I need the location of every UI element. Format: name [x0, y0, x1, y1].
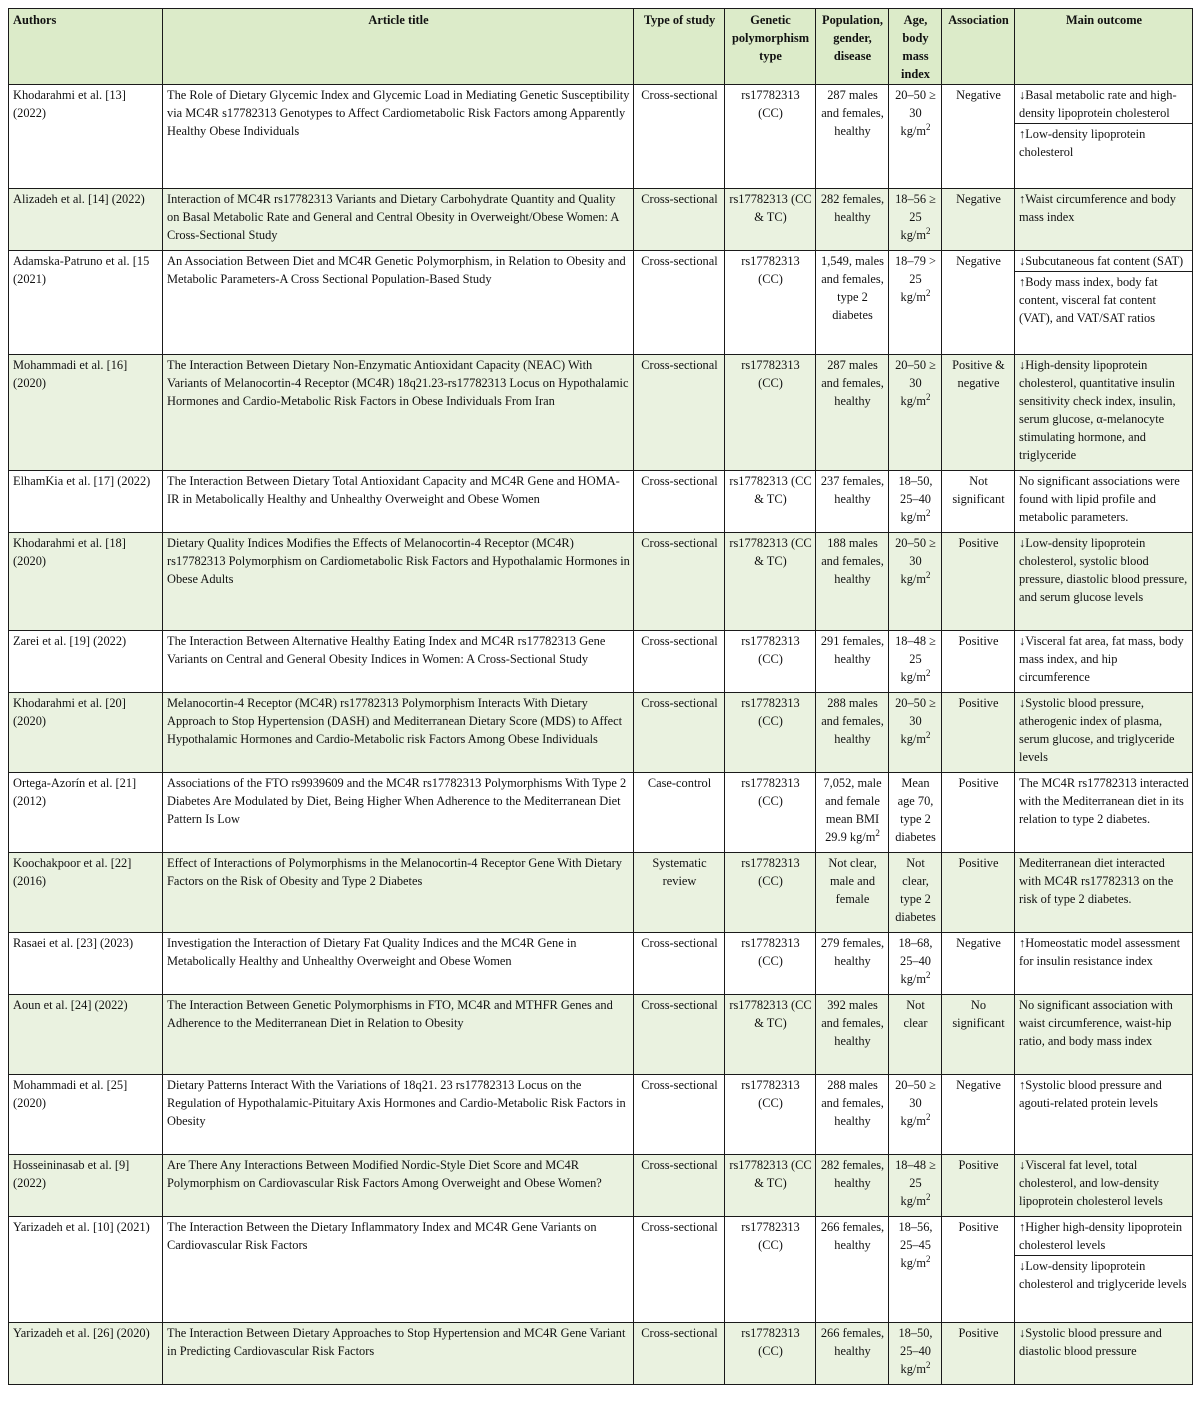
cell-population: 188 males and females, healthy: [816, 533, 889, 631]
cell-association: Negative: [942, 933, 1015, 995]
cell-association: Positive: [942, 1323, 1015, 1385]
cell-title: The Interaction Between Dietary Non-Enzymatic Antioxidant Capacity (NEAC) With Variants of Melanocortin-4 Receptor (MC4R) 18q21.23-rs17782313 Locus on Hypothalamic Hormones and Cardio-Metabolic Risk Factors in Obese Individuals From Iran: [163, 355, 634, 471]
outcome-item: ↑Waist circumference and body mass index: [1019, 192, 1176, 224]
header-outcome: Main outcome: [1015, 9, 1193, 85]
cell-title: Are There Any Interactions Between Modified Nordic-Style Diet Score and MC4R Polymorphism on Cardiovascular Risk Factors Among Overweight and Obese Women?: [163, 1155, 634, 1217]
outcome-item: No significant associations were found with lipid profile and metabolic parameters.: [1019, 474, 1180, 524]
cell-genetic: rs17782313 (CC): [725, 1323, 816, 1385]
cell-age: 18–68, 25–40 $kg/m^2$: [889, 933, 942, 995]
cell-type: Cross-sectional: [634, 251, 725, 355]
outcome-item: ↓Visceral fat area, fat mass, body mass index, and hip circumference: [1019, 634, 1184, 684]
cell-title: The Interaction Between Dietary Total Antioxidant Capacity and MC4R Gene and HOMA-IR in Metabolically Healthy and Unhealthy Overweight and Obese Women: [163, 471, 634, 533]
cell-type: Cross-sectional: [634, 631, 725, 693]
cell-genetic: rs17782313 (CC): [725, 355, 816, 471]
cell-authors: Ortega-Azorín et al. [21] (2012): [9, 773, 163, 853]
table-row: [9, 1323, 1193, 1385]
cell-outcome: [1015, 355, 1193, 471]
header-genetic: Genetic polymorphism type: [725, 9, 816, 85]
cell-age: 18–50, 25–40 $kg/m^2$: [889, 1323, 942, 1385]
cell-type: Cross-sectional: [634, 933, 725, 995]
cell-type: Cross-sectional: [634, 85, 725, 189]
cell-type: Cross-sectional: [634, 533, 725, 631]
cell-age: 18–48 ≥ 25 $kg/m^2$: [889, 1155, 942, 1217]
cell-genetic: rs17782313 (CC & TC): [725, 995, 816, 1075]
outcome-item: ↑Higher high-density lipoprotein cholesterol levels: [1019, 1220, 1183, 1252]
cell-population: 288 males and females, healthy: [816, 693, 889, 773]
outcome-item: ↓Systolic blood pressure and diastolic blood pressure: [1019, 1326, 1162, 1358]
cell-genetic: rs17782313 (CC): [725, 631, 816, 693]
cell-type: Cross-sectional: [634, 355, 725, 471]
table-row: [9, 1155, 1193, 1217]
header-population: Population, gender, disease: [816, 9, 889, 85]
cell-association: Negative: [942, 251, 1015, 355]
cell-outcome: [1015, 853, 1193, 933]
cell-age: Not clear: [889, 995, 942, 1075]
cell-association: Not significant: [942, 471, 1015, 533]
table-body: [9, 85, 1193, 1385]
cell-genetic: rs17782313 (CC & TC): [725, 471, 816, 533]
table-row: [9, 355, 1193, 471]
cell-population: 279 females, healthy: [816, 933, 889, 995]
cell-authors: Mohammadi et al. [16] (2020): [9, 355, 163, 471]
cell-age: 18–56, 25–45 $kg/m^2$: [889, 1217, 942, 1323]
cell-outcome: [1015, 1323, 1193, 1385]
table-row: [9, 1217, 1193, 1323]
cell-genetic: rs17782313 (CC): [725, 1217, 816, 1323]
cell-outcome: [1015, 933, 1193, 995]
cell-age: 18–48 ≥ 25 $kg/m^2$: [889, 631, 942, 693]
cell-population: 237 females, healthy: [816, 471, 889, 533]
outcome-item: ↓Systolic blood pressure, atherogenic index of plasma, serum glucose, and triglyceride levels: [1019, 696, 1175, 764]
cell-association: Positive: [942, 693, 1015, 773]
cell-genetic: rs17782313 (CC): [725, 1075, 816, 1155]
cell-type: Cross-sectional: [634, 1217, 725, 1323]
cell-genetic: rs17782313 (CC): [725, 773, 816, 853]
outcome-item: ↑Homeostatic model assessment for insulin resistance index: [1019, 936, 1181, 968]
cell-outcome: [1015, 251, 1193, 355]
cell-population: Not clear, male and female: [816, 853, 889, 933]
outcome-item: ↑Systolic blood pressure and agouti-related protein levels: [1019, 1078, 1162, 1110]
cell-title: Dietary Patterns Interact With the Variations of 18q21. 23 rs17782313 Locus on the Regulation of Hypothalamic-Pituitary Axis Hormones and Cardio-Metabolic Risk Factors in Obesity: [163, 1075, 634, 1155]
cell-association: Positive: [942, 533, 1015, 631]
table-row: [9, 189, 1193, 251]
cell-population: 392 males and females, healthy: [816, 995, 889, 1075]
cell-age: 20–50 ≥ 30 $kg/m^2$: [889, 533, 942, 631]
cell-population: 282 females, healthy: [816, 189, 889, 251]
cell-outcome: [1015, 1155, 1193, 1217]
cell-population: 266 females, healthy: [816, 1323, 889, 1385]
cell-genetic: rs17782313 (CC): [725, 85, 816, 189]
cell-authors: Khodarahmi et al. [20] (2020): [9, 693, 163, 773]
cell-title: Interaction of MC4R rs17782313 Variants and Dietary Carbohydrate Quantity and Quality on Basal Metabolic Rate and General and Central Obesity in Overweight/Obese Women: A Cross-Sectional Study: [163, 189, 634, 251]
cell-outcome: [1015, 189, 1193, 251]
cell-genetic: rs17782313 (CC): [725, 933, 816, 995]
cell-authors: Adamska-Patruno et al. [15 (2021): [9, 251, 163, 355]
outcome-item: ↑Low-density lipoprotein cholesterol: [1015, 123, 1192, 162]
cell-authors: Koochakpoor et al. [22] (2016): [9, 853, 163, 933]
studies-table: [8, 8, 1193, 1385]
cell-type: Cross-sectional: [634, 995, 725, 1075]
outcome-item: ↑Body mass index, body fat content, visceral fat content (VAT), and VAT/SAT ratios: [1015, 271, 1192, 328]
cell-title: An Association Between Diet and MC4R Genetic Polymorphism, in Relation to Obesity and Metabolic Parameters-A Cross Sectional Population-Based Study: [163, 251, 634, 355]
cell-genetic: rs17782313 (CC & TC): [725, 1155, 816, 1217]
cell-genetic: rs17782313 (CC): [725, 251, 816, 355]
cell-outcome: [1015, 533, 1193, 631]
cell-association: Positive: [942, 631, 1015, 693]
cell-authors: Hosseininasab et al. [9] (2022): [9, 1155, 163, 1217]
header-row: [9, 9, 1193, 85]
cell-authors: Khodarahmi et al. [13] (2022): [9, 85, 163, 189]
cell-outcome: [1015, 773, 1193, 853]
outcome-item: ↓High-density lipoprotein cholesterol, quantitative insulin sensitivity check index, insulin, serum glucose, α-melanocyte stimulating hormone, and triglyceride: [1019, 358, 1176, 462]
cell-population: 288 males and females, healthy: [816, 1075, 889, 1155]
cell-authors: Yarizadeh et al. [10] (2021): [9, 1217, 163, 1323]
cell-population: 282 females, healthy: [816, 1155, 889, 1217]
table-row: [9, 773, 1193, 853]
cell-association: Negative: [942, 1075, 1015, 1155]
cell-type: Cross-sectional: [634, 471, 725, 533]
cell-population: 1,549, males and females, type 2 diabetes: [816, 251, 889, 355]
cell-title: The Interaction Between Alternative Healthy Eating Index and MC4R rs17782313 Gene Variants on Central and General Obesity Indices in Women: A Cross-Sectional Study: [163, 631, 634, 693]
cell-authors: Aoun et al. [24] (2022): [9, 995, 163, 1075]
table-row: [9, 853, 1193, 933]
outcome-item: ↓Subcutaneous fat content (SAT): [1019, 254, 1184, 268]
cell-authors: ElhamKia et al. [17] (2022): [9, 471, 163, 533]
header-age: Age, body mass index: [889, 9, 942, 85]
cell-title: Investigation the Interaction of Dietary Fat Quality Indices and the MC4R Gene in Metabolically Healthy and Unhealthy Overweight and Obese Women: [163, 933, 634, 995]
cell-population: 287 males and females, healthy: [816, 85, 889, 189]
table-row: [9, 251, 1193, 355]
outcome-item: No significant association with waist circumference, waist-hip ratio, and body mass index: [1019, 998, 1173, 1048]
table-row: [9, 693, 1193, 773]
outcome-item: Mediterranean diet interacted with MC4R rs17782313 on the risk of type 2 diabetes.: [1019, 856, 1174, 906]
cell-population: 287 males and females, healthy: [816, 355, 889, 471]
cell-type: Cross-sectional: [634, 1155, 725, 1217]
cell-association: Positive: [942, 773, 1015, 853]
cell-outcome: [1015, 1075, 1193, 1155]
header-title: Article title: [163, 9, 634, 85]
table-row: [9, 471, 1193, 533]
cell-authors: Khodarahmi et al. [18] (2020): [9, 533, 163, 631]
cell-outcome: [1015, 631, 1193, 693]
cell-age: Mean age 70, type 2 diabetes: [889, 773, 942, 853]
cell-genetic: rs17782313 (CC): [725, 853, 816, 933]
cell-title: Associations of the FTO rs9939609 and the MC4R rs17782313 Polymorphisms With Type 2 Diabetes Are Modulated by Diet, Being Higher When Adherence to the Mediterranean Diet Pattern Is Low: [163, 773, 634, 853]
header-authors: Authors: [9, 9, 163, 85]
cell-genetic: rs17782313 (CC): [725, 693, 816, 773]
cell-type: Cross-sectional: [634, 1075, 725, 1155]
cell-age: 20–50 ≥ 30 $kg/m^2$: [889, 1075, 942, 1155]
cell-authors: Rasaei et al. [23] (2023): [9, 933, 163, 995]
header-association: Association: [942, 9, 1015, 85]
cell-title: The Interaction Between Genetic Polymorphisms in FTO, MC4R and MTHFR Genes and Adherence to the Mediterranean Diet in Relation to Obesity: [163, 995, 634, 1075]
cell-association: Positive: [942, 853, 1015, 933]
outcome-item: ↓Low-density lipoprotein cholesterol, systolic blood pressure, diastolic blood pressure, and serum glucose levels: [1019, 536, 1188, 604]
outcome-item: The MC4R rs17782313 interacted with the Mediterranean diet in its relation to type 2 diabetes.: [1019, 776, 1189, 826]
cell-association: No significant: [942, 995, 1015, 1075]
cell-association: Negative: [942, 189, 1015, 251]
cell-age: 18–79 > 25 $kg/m^2$: [889, 251, 942, 355]
cell-title: Effect of Interactions of Polymorphisms in the Melanocortin-4 Receptor Gene With Dietary Factors on the Risk of Obesity and Type 2 Diabetes: [163, 853, 634, 933]
table-row: [9, 1075, 1193, 1155]
cell-authors: Mohammadi et al. [25] (2020): [9, 1075, 163, 1155]
cell-outcome: [1015, 1217, 1193, 1323]
table-row: [9, 933, 1193, 995]
cell-association: Positive: [942, 1155, 1015, 1217]
cell-population: 291 females, healthy: [816, 631, 889, 693]
cell-association: Negative: [942, 85, 1015, 189]
table-row: [9, 631, 1193, 693]
cell-outcome: [1015, 85, 1193, 189]
cell-authors: Yarizadeh et al. [26] (2020): [9, 1323, 163, 1385]
cell-type: Case-control: [634, 773, 725, 853]
cell-title: The Interaction Between Dietary Approaches to Stop Hypertension and MC4R Gene Variant in Predicting Cardiovascular Risk Factors: [163, 1323, 634, 1385]
cell-population: 266 females, healthy: [816, 1217, 889, 1323]
cell-outcome: [1015, 471, 1193, 533]
outcome-item: ↓Basal metabolic rate and high-density lipoprotein cholesterol: [1019, 88, 1177, 120]
cell-age: 20–50 ≥ 30 $kg/m^2$: [889, 693, 942, 773]
cell-age: Not clear, type 2 diabetes: [889, 853, 942, 933]
cell-type: Cross-sectional: [634, 693, 725, 773]
studies-table-container: [8, 8, 1192, 1385]
cell-type: Systematic review: [634, 853, 725, 933]
cell-association: Positive: [942, 1217, 1015, 1323]
cell-age: 20–50 ≥ 30 $kg/m^2$: [889, 355, 942, 471]
cell-genetic: rs17782313 (CC & TC): [725, 533, 816, 631]
outcome-item: ↓Low-density lipoprotein cholesterol and triglyceride levels: [1015, 1255, 1192, 1294]
cell-type: Cross-sectional: [634, 189, 725, 251]
cell-association: Positive & negative: [942, 355, 1015, 471]
cell-genetic: rs17782313 (CC & TC): [725, 189, 816, 251]
cell-age: 20–50 ≥ 30 $kg/m^2$: [889, 85, 942, 189]
cell-age: 18–56 ≥ 25 $kg/m^2$: [889, 189, 942, 251]
cell-population: 7,052, male and female mean BMI 29.9 $kg/m^2$: [816, 773, 889, 853]
cell-outcome: [1015, 693, 1193, 773]
cell-type: Cross-sectional: [634, 1323, 725, 1385]
cell-title: The Role of Dietary Glycemic Index and Glycemic Load in Mediating Genetic Susceptibility via MC4R s17782313 Genotypes to Affect Cardiometabolic Risk Factors among Apparently Healthy Obese Individuals: [163, 85, 634, 189]
cell-age: 18–50, 25–40 $kg/m^2$: [889, 471, 942, 533]
cell-outcome: [1015, 995, 1193, 1075]
table-row: [9, 85, 1193, 189]
cell-authors: Zarei et al. [19] (2022): [9, 631, 163, 693]
cell-title: Melanocortin-4 Receptor (MC4R) rs17782313 Polymorphism Interacts With Dietary Approach to Stop Hypertension (DASH) and Mediterranean Dietary Score (MDS) to Affect Hypothalamic Hormones and Cardio-Metabolic risk Factors Among Obese Individuals: [163, 693, 634, 773]
table-row: [9, 533, 1193, 631]
cell-title: Dietary Quality Indices Modifies the Effects of Melanocortin-4 Receptor (MC4R) rs17782313 Polymorphism on Cardiometabolic Risk Factors and Hypothalamic Hormones in Obese Adults: [163, 533, 634, 631]
outcome-item: ↓Visceral fat level, total cholesterol, and low-density lipoprotein cholesterol levels: [1019, 1158, 1163, 1208]
cell-title: The Interaction Between the Dietary Inflammatory Index and MC4R Gene Variants on Cardiovascular Risk Factors: [163, 1217, 634, 1323]
table-row: [9, 995, 1193, 1075]
header-type: Type of study: [634, 9, 725, 85]
cell-authors: Alizadeh et al. [14] (2022): [9, 189, 163, 251]
